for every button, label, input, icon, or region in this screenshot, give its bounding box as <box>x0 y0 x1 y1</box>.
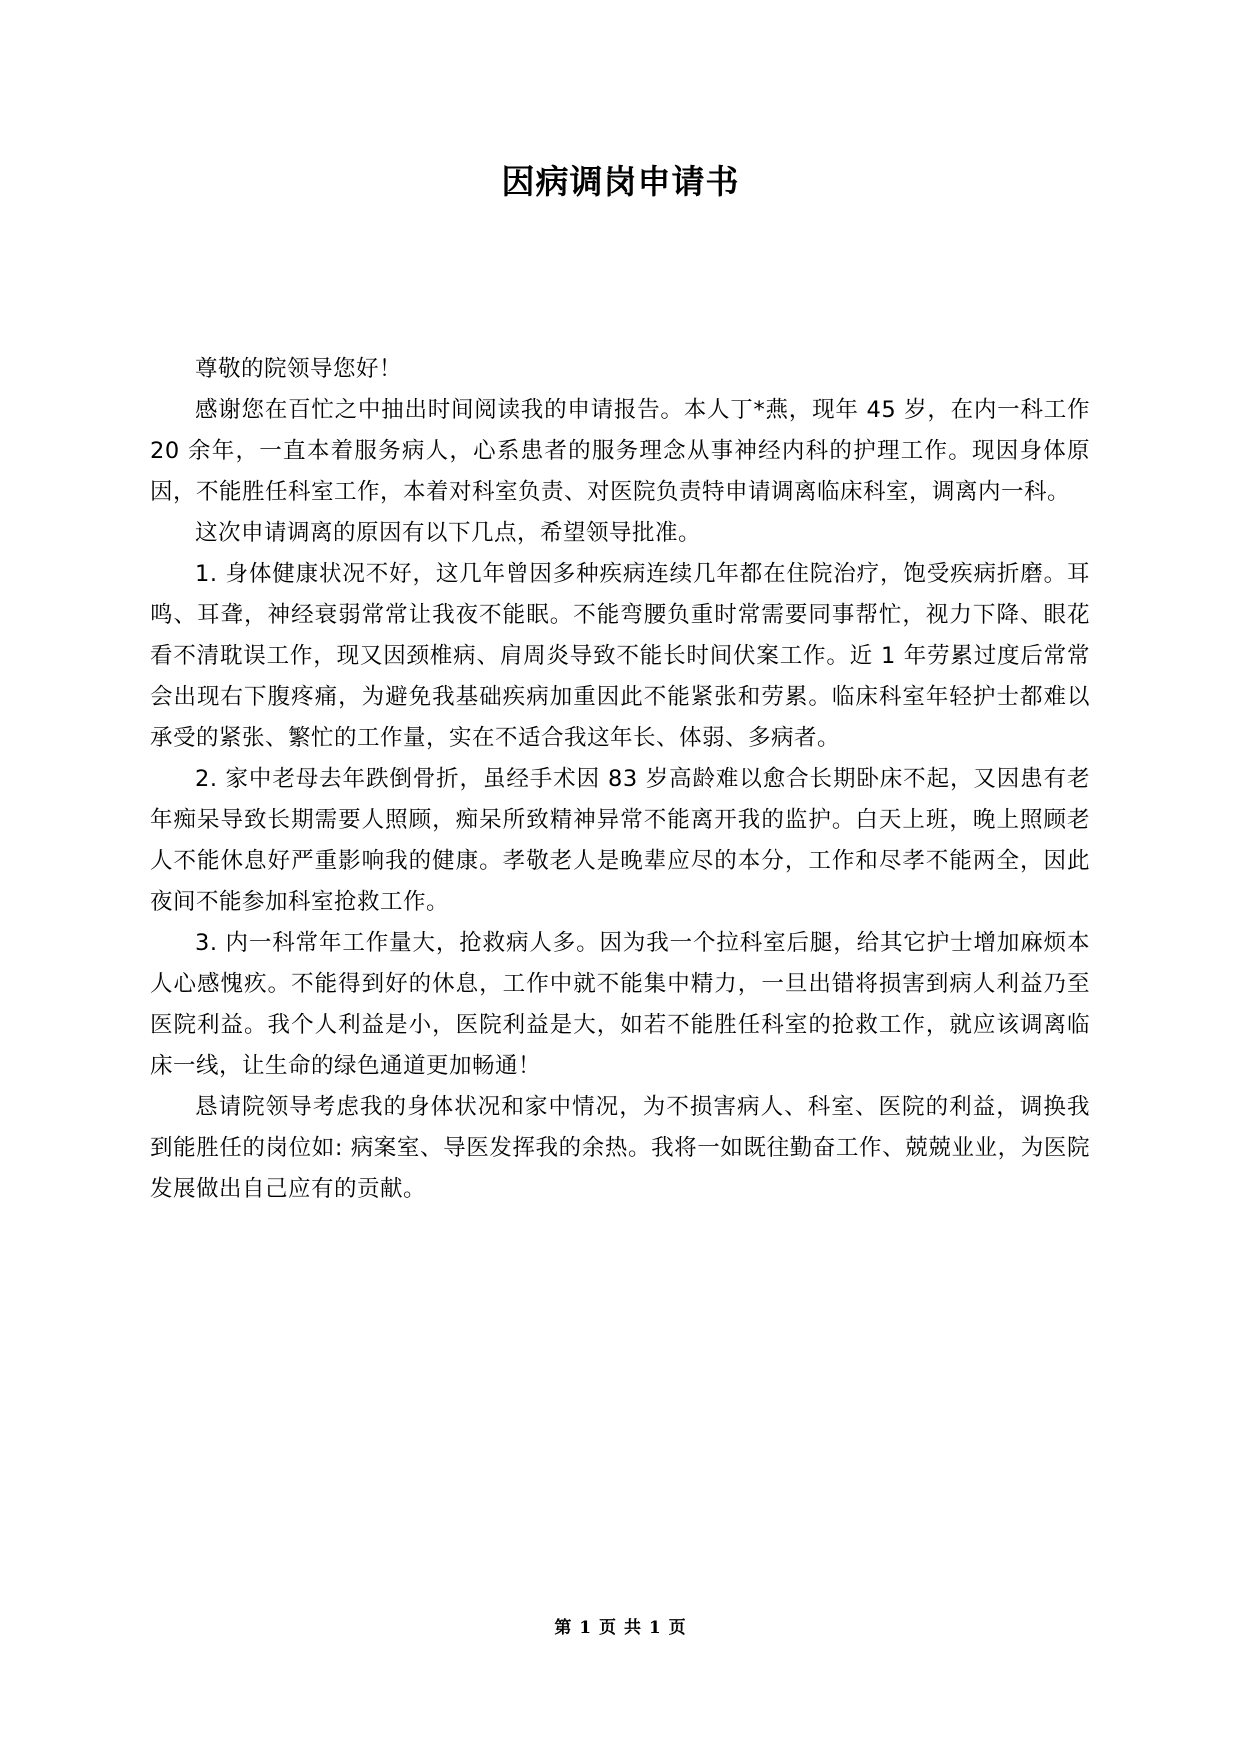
page-title: 因病调岗申请书 <box>501 162 740 201</box>
salutation: 尊敬的院领导您好！ <box>195 356 403 382</box>
paragraph-reason-3: 3. 内一科常年工作量大，抢救病人多。因为我一个拉科室后腿，给其它护士增加麻烦本人心感愧疚。不能得到好的休息，工作中就不能集中精力，一旦出错将损害到病人利益乃至医院利益。我个人利益是小，医院利益是大，如若不能胜任科室的抢救工作，就应该调离临床一线，让生命的绿色通道更加畅通！ <box>150 930 1090 1079</box>
paragraph-reasons-lead: 这次申请调离的原因有以下几点，希望领导批准。 <box>195 520 702 546</box>
page-number-footer: 第 1 页 共 1 页 <box>554 1618 687 1638</box>
paragraph-reason-1: 1. 身体健康状况不好，这几年曾因多种疾病连续几年都在住院治疗，饱受疾病折磨。耳鸣、耳聋，神经衰弱常常让我夜不能眠。不能弯腰负重时常需要同事帮忙，视力下降、眼花看不清耽误工作，现又因颈椎病、肩周炎导致不能长时间伏案工作。近 1 年劳累过度后常常会出现右下腹疼痛，为避免我基础疾病加重因此不能紧张和劳累。临床科室年轻护士都难以承受的紧张、繁忙的工作量，实在不适合我这年长、体弱、多病者。 <box>150 561 1090 751</box>
paragraph-intro: 感谢您在百忙之中抽出时间阅读我的申请报告。本人丁*燕，现年 45 岁，在内一科工作 20 余年，一直本着服务病人，心系患者的服务理念从事神经内科的护理工作。现因身体原因，不能胜任科室工作，本着对科室负责、对医院负责特申请调离临床科室，调离内一科。 <box>150 397 1090 505</box>
paragraph-reason-2: 2. 家中老母去年跌倒骨折，虽经手术因 83 岁高龄难以愈合长期卧床不起，又因患有老年痴呆导致长期需要人照顾，痴呆所致精神异常不能离开我的监护。白天上班，晚上照顾老人不能休息好严重影响我的健康。孝敬老人是晚辈应尽的本分，工作和尽孝不能两全，因此夜间不能参加科室抢救工作。 <box>150 766 1090 915</box>
letter-body <box>150 349 1090 1210</box>
paragraph-closing: 恳请院领导考虑我的身体状况和家中情况，为不损害病人、科室、医院的利益，调换我到能胜任的岗位如: 病案室、导医发挥我的余热。我将一如既往勤奋工作、兢兢业业，为医院发展做出自己应有的贡献。 <box>150 1094 1090 1202</box>
